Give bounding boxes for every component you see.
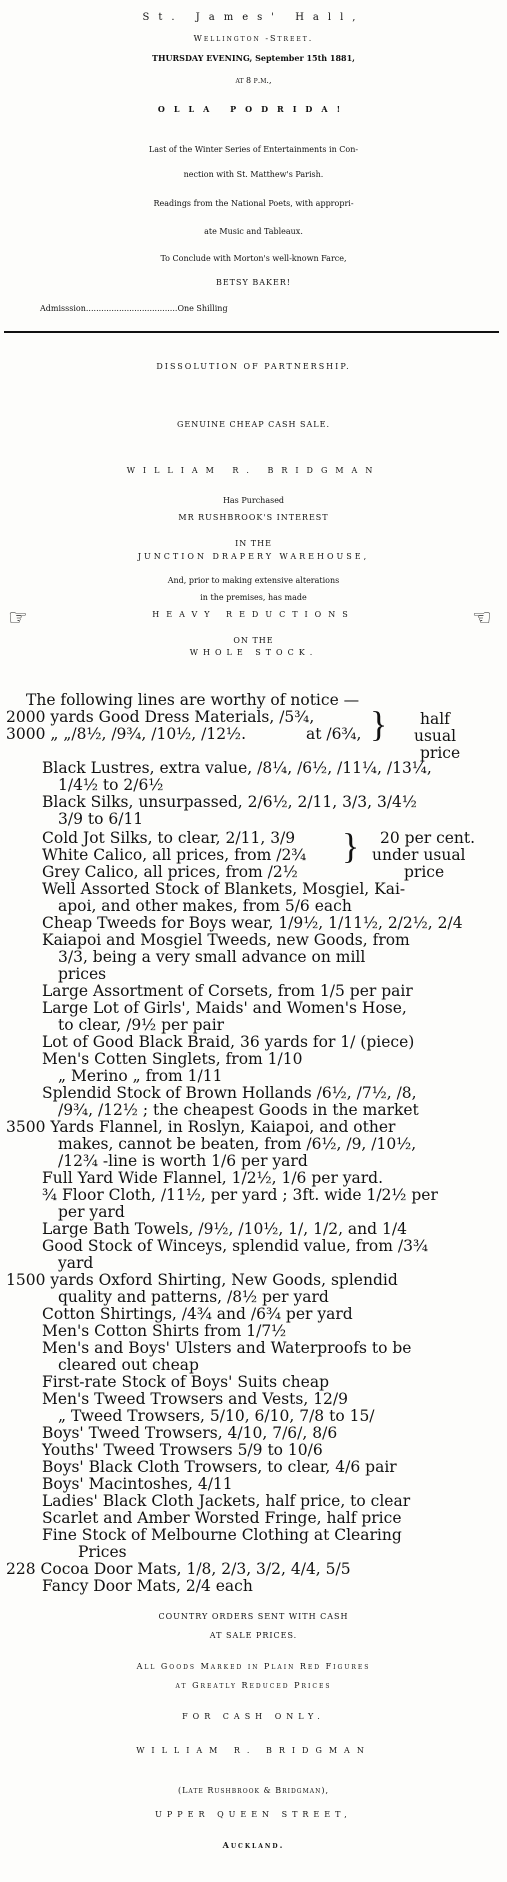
on-the-line: ON THE [233,636,274,645]
country-orders: AT SALE PRICES. [209,1631,298,1640]
venue-street: Wellington -Street. [193,34,314,43]
list-item: Large Lot of Girls', Maids' and Women's Hose, [42,999,407,1017]
list-item: Youths' Tweed Trowsers 5/9 to 10/6 [42,1441,323,1459]
list-item: yard [58,1254,94,1272]
shop-street: UPPER QUEEN STREET, [155,1810,352,1819]
list-item: Large Bath Towels, /9½, /10½, 1/, 1/2, and 1/4 [42,1220,407,1238]
list-item: Men's and Boys' Ulsters and Waterproofs to be [42,1339,412,1357]
list-item: Scarlet and Amber Worsted Fringe, half price [42,1509,402,1527]
list-item: Good Stock of Winceys, splendid value, from /3¾ [42,1237,428,1255]
concert-description-line: To Conclude with Morton's well-known Farce, [160,254,347,263]
list-item: Well Assorted Stock of Blankets, Mosgiel, Kai- [42,880,406,898]
list-item: 3/3, being a very small advance on mill [58,948,366,966]
list-item: Fancy Door Mats, 2/4 each [42,1577,253,1595]
list-item: Cotton Shirtings, /4¾ and /6¾ per yard [42,1305,353,1323]
list-item: Men's Cotten Singlets, from 1/10 [42,1050,303,1068]
merchant-signature-name: WILLIAM R. BRIDGMAN [136,1746,371,1755]
marked-goods: All Goods Marked in Plain Red Figures [136,1662,371,1671]
warehouse-name: JUNCTION DRAPERY WAREHOUSE, [137,552,370,561]
bracket-note: price [404,863,445,881]
prior-line: in the premises, has made [200,593,307,602]
list-item: Men's Tweed Trowsers and Vests, 12/9 [42,1390,348,1408]
list-item: makes, cannot be beaten, from /6½, /9, /10½, [58,1135,417,1153]
country-orders: COUNTRY ORDERS SENT WITH CASH [158,1612,349,1621]
list-item: 3500 Yards Flannel, in Roslyn, Kaiapoi, and other [6,1118,396,1136]
list-item: apoi, and other makes, from 5/6 each [58,897,352,915]
late-partnership: (Late Rushbrook & Bridgman), [177,1786,329,1795]
pointing-hand-left-icon: ☜ [472,606,492,631]
heavy-reductions: HEAVY REDUCTIONS [152,610,355,619]
concert-description-line: Last of the Winter Series of Entertainments in Con- [148,145,359,154]
list-item: Lot of Good Black Braid, 36 yards for 1/ (piece) [42,1033,415,1051]
in-the-line: IN THE [235,539,272,548]
admission-label: Admisssion [40,304,86,313]
list-item: Splendid Stock of Brown Hollands /6½, /7½, /8, [42,1084,417,1102]
list-item: Full Yard Wide Flannel, 1/2½, 1/6 per yard. [42,1169,384,1187]
list-item: Men's Cotton Shirts from 1/7½ [42,1322,287,1340]
list-item: Large Assortment of Corsets, from 1/5 per pair [42,982,413,1000]
list-item: Black Lustres, extra value, /8¼, /6½, /11¼, /13¼, [42,759,432,777]
list-item: /12¾ -line is worth 1/6 per yard [58,1152,308,1170]
list-item: 3000 „ „/8½, /9¾, /10½, /12½. [6,725,247,743]
admission-dots: .................................... [85,304,178,313]
list-item: Kaiapoi and Mosgiel Tweeds, new Goods, from [42,931,410,949]
bracket-note: under usual [372,846,466,864]
shop-city: Auckland. [222,1840,285,1850]
list-item: The following lines are worthy of notice — [26,691,360,709]
admission-line [0,304,507,313]
list-item: to clear, /9½ per pair [58,1016,225,1034]
list-item: 2000 yards Good Dress Materials, /5¾, [6,708,315,726]
list-item: 3/9 to 6/11 [58,810,144,828]
list-item: Prices [78,1543,127,1561]
marked-goods: at Greatly Reduced Prices [175,1681,332,1690]
list-item: /9¾, /12½ ; the cheapest Goods in the market [58,1101,419,1119]
bracket-note: half [420,710,450,728]
list-item: Boys' Black Cloth Trowsers, to clear, 4/6 pair [42,1458,397,1476]
list-item: White Calico, all prices, from /2¾ [42,846,307,864]
bracket-note: usual [414,727,457,745]
concert-time: at 8 p.m., [235,76,272,85]
merchant-name: WILLIAM R. BRIDGMAN [126,466,381,475]
venue-title: St. James' Hall, [142,12,365,23]
list-item: Ladies' Black Cloth Jackets, half price, to clear [42,1492,411,1510]
farce-title: BETSY BAKER! [215,278,292,287]
bracket-note: price [420,744,461,762]
cash-only: FOR CASH ONLY. [182,1712,325,1721]
list-item: Boys' Macintoshes, 4/11 [42,1475,233,1493]
list-item: 1500 yards Oxford Shirting, New Goods, splendid [6,1271,398,1289]
list-item: per yard [58,1203,125,1221]
sale-subheading: GENUINE CHEAP CASH SALE. [176,420,330,429]
list-item: quality and patterns, /8½ per yard [58,1288,329,1306]
concert-date: THURSDAY EVENING, September 15th 1881, [152,53,355,63]
interest-line: MR RUSHBROOK'S INTEREST [178,513,329,522]
pointing-hand-icon: ☞ [8,606,28,631]
brace-symbol: } [342,826,360,866]
concert-description-line: Readings from the National Poets, with appropri- [153,199,354,208]
list-item: at /6¾, [306,725,362,743]
brace-symbol: } [370,704,388,744]
list-item: Fine Stock of Melbourne Clothing at Clearing [42,1526,402,1544]
list-item: 1/4½ to 2/6½ [58,776,164,794]
section-divider [4,331,499,333]
has-purchased: Has Purchased [222,496,285,505]
bracket-note: 20 per cent. [380,829,476,847]
concert-title: OLLA PODRIDA! [157,104,350,114]
list-item: prices [58,965,107,983]
list-item: Cheap Tweeds for Boys wear, 1/9½, 1/11½, 2/2½, 2/4 [42,914,463,932]
list-item: Boys' Tweed Trowsers, 4/10, 7/6/, 8/6 [42,1424,338,1442]
prior-line: And, prior to making extensive alterations [167,576,340,585]
admission-price: One Shilling [177,304,228,313]
list-item: „ Merino „ from 1/11 [58,1067,223,1085]
concert-description-line: nection with St. Matthew's Parish. [183,170,324,179]
list-item: Cold Jot Silks, to clear, 2/11, 3/9 [42,829,296,847]
list-item: „ Tweed Trowsers, 5/10, 6/10, 7/8 to 15/ [58,1407,375,1425]
whole-stock: WHOLE STOCK. [189,648,318,657]
concert-description-line: ate Music and Tableaux. [204,227,303,236]
list-item: cleared out cheap [58,1356,199,1374]
list-item: Black Silks, unsurpassed, 2/6½, 2/11, 3/3, 3/4½ [42,793,417,811]
list-item: ¾ Floor Cloth, /11½, per yard ; 3ft. wide 1/2½ per [42,1186,438,1204]
list-item: 228 Cocoa Door Mats, 1/8, 2/3, 3/2, 4/4, 5/5 [6,1560,351,1578]
dissolution-heading: DISSOLUTION OF PARTNERSHIP. [156,362,351,371]
list-item: First-rate Stock of Boys' Suits cheap [42,1373,329,1391]
list-item: Grey Calico, all prices, from /2½ [42,863,298,881]
